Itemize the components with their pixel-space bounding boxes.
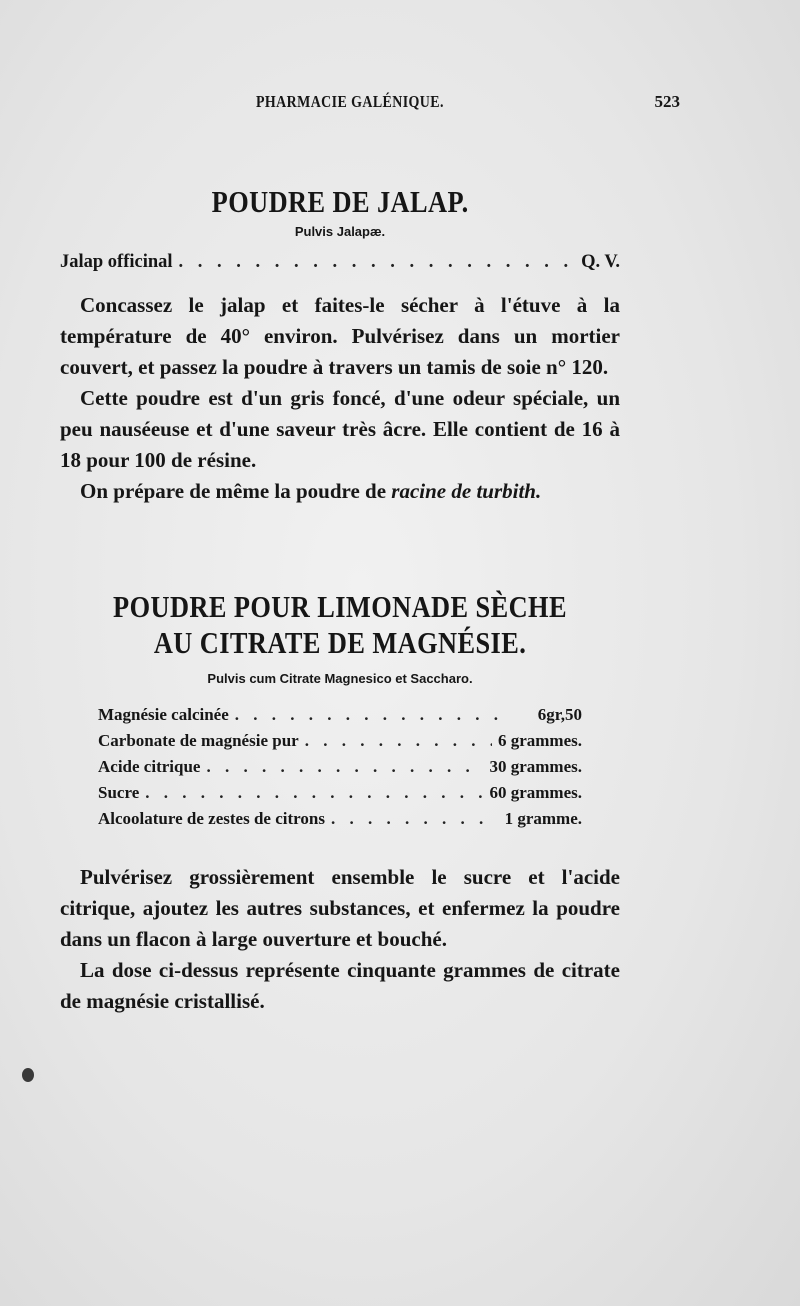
leader-dots — [305, 728, 492, 754]
running-title: PHARMACIE GALÉNIQUE. — [256, 92, 444, 111]
section-title: POUDRE DE JALAP. — [211, 184, 469, 219]
ingredient-name: Sucre — [98, 783, 140, 802]
ingredient-list — [98, 702, 582, 832]
paragraph: Cette poudre est d'un gris foncé, d'une odeur spéciale, un peu nauséeuse et d'une saveur très âcre. Elle contient de 16 à 18 pour 100 de résine. — [60, 386, 620, 472]
ingredient-line — [60, 249, 620, 276]
ingredient-line — [98, 702, 582, 728]
leader-dots — [145, 780, 483, 806]
ingredient-quantity: 1 gramme. — [504, 809, 582, 828]
paragraph-text: On prépare de même la poudre de — [80, 479, 392, 503]
section-poudre-de-jalap — [60, 184, 620, 507]
page-number: 523 — [654, 92, 680, 111]
ingredient-line — [98, 806, 582, 832]
ingredient-name: Carbonate de magnésie pur — [98, 731, 299, 750]
paragraph: La dose ci-dessus représente cinquante grammes de citrate de magnésie cristallisé. — [60, 958, 620, 1013]
ingredient-line — [98, 754, 582, 780]
ingredient-line — [98, 728, 582, 754]
ingredient-name: Jalap officinal — [60, 252, 173, 272]
ingredient-name: Alcoolature de zestes de citrons — [98, 809, 325, 828]
paragraph — [60, 476, 620, 507]
ingredient-line — [98, 780, 582, 806]
page-content — [60, 184, 620, 1017]
ingredient-quantity: 6 grammes. — [497, 731, 582, 750]
section-title: AU CITRATE DE MAGNÉSIE. — [153, 625, 527, 660]
leader-dots — [206, 754, 483, 780]
italic-term: racine de turbith. — [391, 479, 542, 503]
paragraph: Pulvérisez grossièrement ensemble le sucre et l'acide citrique, ajoutez les autres substances, et enfermez la poudre dans un flacon à large ouverture et bouché. — [60, 865, 620, 951]
leader-dots — [331, 806, 498, 832]
latin-subtitle: Pulvis Jalapæ. — [294, 224, 386, 239]
ingredient-quantity: 30 grammes. — [489, 757, 582, 776]
leader-dots — [179, 249, 576, 276]
ingredient-quantity: Q. V. — [581, 252, 620, 272]
paragraph: Concassez le jalap et faites-le sécher à l'étuve à la température de 40° environ. Pulvérisez dans un mortier couvert, et passez la poudre à travers un tamis de soie n° 120. — [60, 293, 620, 379]
ingredient-name: Acide citrique — [98, 757, 201, 776]
section-poudre-pour-limonade — [60, 589, 620, 1017]
ink-speck — [22, 1068, 34, 1082]
page-header — [60, 92, 680, 116]
latin-subtitle: Pulvis cum Citrate Magnesico et Saccharo. — [207, 671, 473, 686]
ingredient-name: Magnésie calcinée — [98, 705, 229, 724]
section-title: POUDRE POUR LIMONADE SÈCHE — [113, 589, 567, 624]
ingredient-quantity: 6gr,50 — [537, 705, 582, 724]
ingredient-quantity: 60 grammes. — [489, 783, 582, 802]
leader-dots — [235, 702, 498, 728]
